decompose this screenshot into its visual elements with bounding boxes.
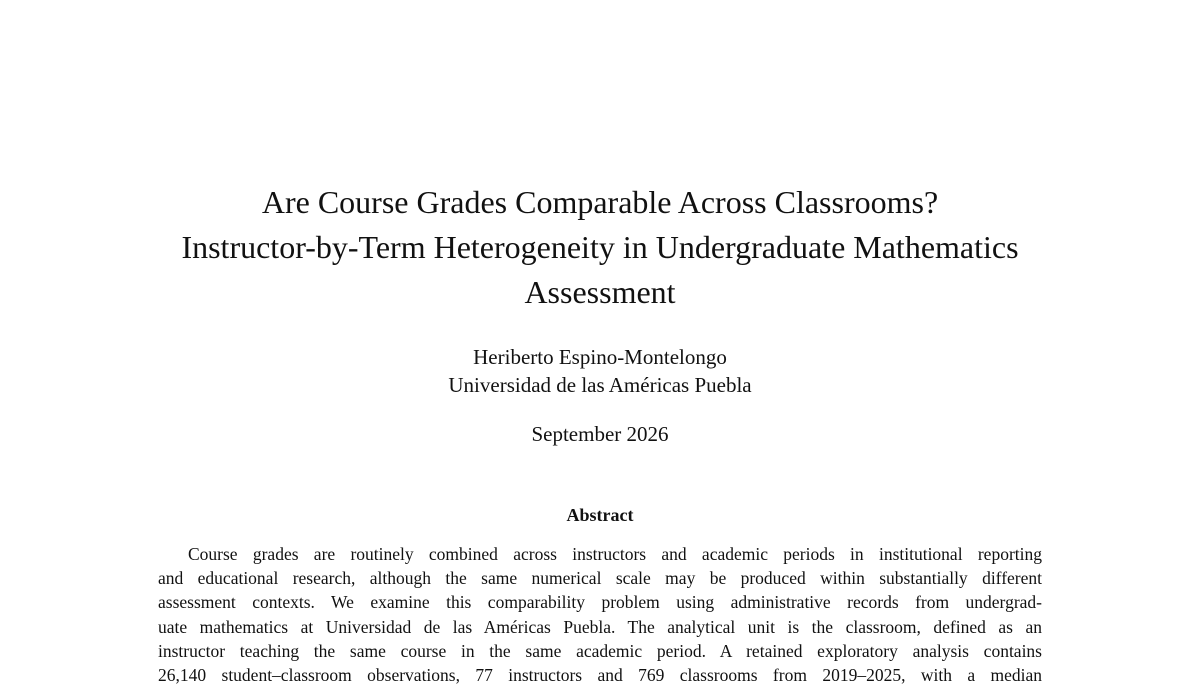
abstract-line: Course grades are routinely combined across instructors and academic periods in institutional reporting: [188, 544, 1042, 564]
title-line: Are Course Grades Comparable Across Classrooms?: [261, 184, 939, 220]
abstract-line: uate mathematics at Universidad de las Américas Puebla. The analytical unit is the classroom, defined as an: [158, 616, 1042, 637]
author-affiliation: Universidad de las Américas Puebla: [448, 373, 752, 397]
author-block: [200, 343, 1000, 399]
author-name: Heriberto Espino-Montelongo: [473, 345, 727, 369]
abstract-body: [158, 542, 1042, 687]
paper-title: [100, 180, 1100, 315]
abstract-line: instructor teaching the same course in the same academic period. A retained exploratory analysis contains: [158, 640, 1042, 661]
abstract-heading: Abstract: [566, 505, 634, 525]
abstract-line: 26,140 student–classroom observations, 77 instructors and 769 classrooms from 2019–2025, with a median: [158, 665, 1042, 686]
abstract-line: and educational research, although the same numerical scale may be produced within substantially different: [158, 568, 1042, 589]
title-line: Instructor-by-Term Heterogeneity in Undergraduate Mathematics: [181, 229, 1019, 265]
abstract-line: assessment contexts. We examine this comparability problem using administrative records from undergrad-: [158, 592, 1042, 613]
title-line: Assessment: [524, 274, 676, 310]
paper-date: September 2026: [531, 422, 669, 446]
